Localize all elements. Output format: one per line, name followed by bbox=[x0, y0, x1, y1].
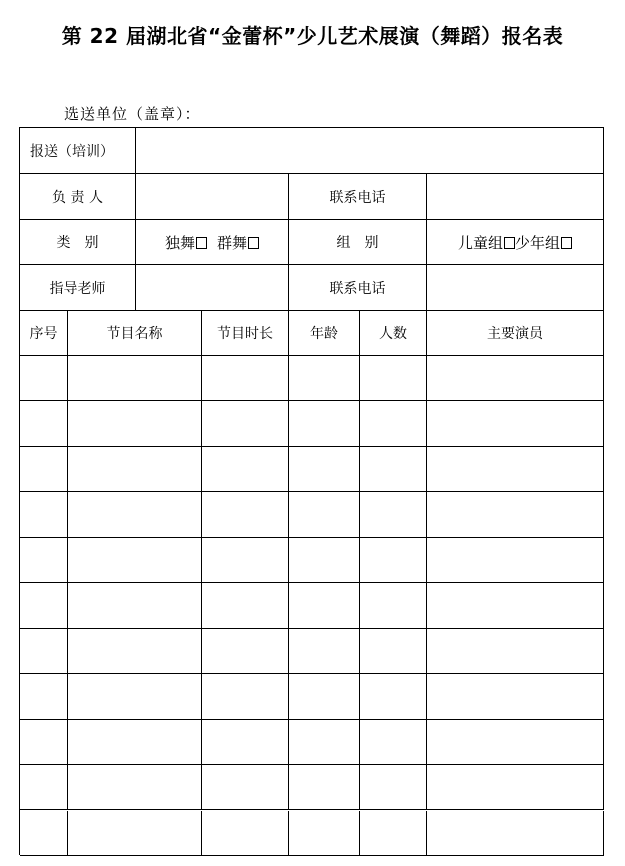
row-index-cell[interactable] bbox=[20, 401, 68, 446]
row-age-cell[interactable] bbox=[289, 811, 360, 856]
phone-label-2: 联系电话 bbox=[289, 265, 427, 311]
row-duration-cell[interactable] bbox=[202, 720, 289, 765]
row-index-cell[interactable] bbox=[20, 538, 68, 583]
row-duration-cell[interactable] bbox=[202, 447, 289, 492]
row-count-cell[interactable] bbox=[360, 629, 427, 674]
registration-form-table bbox=[19, 127, 604, 855]
row-program-name-cell[interactable] bbox=[68, 492, 202, 537]
leader-input[interactable] bbox=[136, 174, 289, 220]
row-index-cell[interactable] bbox=[20, 629, 68, 674]
row-program-name-cell[interactable] bbox=[68, 401, 202, 446]
children-group-label: 儿童组 bbox=[457, 233, 503, 252]
row-performers-cell[interactable] bbox=[427, 674, 604, 719]
category-options bbox=[136, 220, 289, 265]
header-index: 序号 bbox=[20, 311, 68, 356]
row-performers-cell[interactable] bbox=[427, 492, 604, 537]
teacher-label: 指导老师 bbox=[20, 265, 136, 311]
row-duration-cell[interactable] bbox=[202, 401, 289, 446]
row-duration-cell[interactable] bbox=[202, 583, 289, 628]
row-age-cell[interactable] bbox=[289, 720, 360, 765]
phone-label-1: 联系电话 bbox=[289, 174, 427, 220]
age-group-options bbox=[427, 220, 604, 265]
row-count-cell[interactable] bbox=[360, 356, 427, 401]
row-index-cell[interactable] bbox=[20, 356, 68, 401]
row-count-cell[interactable] bbox=[360, 765, 427, 810]
header-performers: 主要演员 bbox=[427, 311, 604, 356]
row-age-cell[interactable] bbox=[289, 629, 360, 674]
youth-group-option[interactable] bbox=[515, 232, 572, 253]
header-program-name: 节目名称 bbox=[68, 311, 202, 356]
row-count-cell[interactable] bbox=[360, 811, 427, 856]
row-count-cell[interactable] bbox=[360, 492, 427, 537]
row-performers-cell[interactable] bbox=[427, 538, 604, 583]
row-program-name-cell[interactable] bbox=[68, 583, 202, 628]
row-program-name-cell[interactable] bbox=[68, 629, 202, 674]
solo-checkbox[interactable] bbox=[196, 237, 207, 249]
row-performers-cell[interactable] bbox=[427, 356, 604, 401]
row-age-cell[interactable] bbox=[289, 538, 360, 583]
row-performers-cell[interactable] bbox=[427, 765, 604, 810]
row-performers-cell[interactable] bbox=[427, 811, 604, 856]
row-count-cell[interactable] bbox=[360, 674, 427, 719]
children-group-option[interactable] bbox=[458, 232, 515, 253]
row-performers-cell[interactable] bbox=[427, 629, 604, 674]
row-duration-cell[interactable] bbox=[202, 629, 289, 674]
group-label: 组 别 bbox=[289, 220, 427, 265]
row-index-cell[interactable] bbox=[20, 811, 68, 856]
leader-label: 负 责 人 bbox=[20, 174, 136, 220]
row-count-cell[interactable] bbox=[360, 720, 427, 765]
row-index-cell[interactable] bbox=[20, 765, 68, 810]
row-program-name-cell[interactable] bbox=[68, 765, 202, 810]
row-program-name-cell[interactable] bbox=[68, 674, 202, 719]
row-performers-cell[interactable] bbox=[427, 720, 604, 765]
row-age-cell[interactable] bbox=[289, 492, 360, 537]
group-dance-option[interactable] bbox=[217, 232, 259, 253]
youth-group-label: 少年组 bbox=[515, 233, 561, 252]
row-program-name-cell[interactable] bbox=[68, 538, 202, 583]
group-dance-checkbox[interactable] bbox=[248, 237, 259, 249]
row-count-cell[interactable] bbox=[360, 583, 427, 628]
children-group-checkbox[interactable] bbox=[504, 237, 515, 249]
row-duration-cell[interactable] bbox=[202, 492, 289, 537]
row-age-cell[interactable] bbox=[289, 401, 360, 446]
row-duration-cell[interactable] bbox=[202, 765, 289, 810]
row-count-cell[interactable] bbox=[360, 447, 427, 492]
teacher-input[interactable] bbox=[136, 265, 289, 311]
row-duration-cell[interactable] bbox=[202, 538, 289, 583]
row-performers-cell[interactable] bbox=[427, 447, 604, 492]
report-label: 报送（培训） bbox=[20, 128, 136, 174]
row-count-cell[interactable] bbox=[360, 401, 427, 446]
report-input[interactable] bbox=[136, 128, 604, 174]
header-duration: 节目时长 bbox=[202, 311, 289, 356]
row-program-name-cell[interactable] bbox=[68, 356, 202, 401]
sending-unit-label: 选送单位（盖章）： bbox=[64, 105, 201, 123]
phone-input-1[interactable] bbox=[427, 174, 604, 220]
phone-input-2[interactable] bbox=[427, 265, 604, 311]
row-duration-cell[interactable] bbox=[202, 811, 289, 856]
group-dance-label: 群舞 bbox=[217, 233, 248, 252]
row-index-cell[interactable] bbox=[20, 674, 68, 719]
row-index-cell[interactable] bbox=[20, 583, 68, 628]
form-title: 第 22 届湖北省“金蕾杯”少儿艺术展演（舞蹈）报名表 bbox=[61, 24, 564, 48]
solo-option[interactable] bbox=[165, 232, 207, 253]
row-performers-cell[interactable] bbox=[427, 401, 604, 446]
header-count: 人数 bbox=[360, 311, 427, 356]
solo-label: 独舞 bbox=[164, 233, 195, 252]
row-duration-cell[interactable] bbox=[202, 356, 289, 401]
youth-group-checkbox[interactable] bbox=[561, 237, 572, 249]
category-label: 类 别 bbox=[20, 220, 136, 265]
row-index-cell[interactable] bbox=[20, 720, 68, 765]
header-age: 年龄 bbox=[289, 311, 360, 356]
row-performers-cell[interactable] bbox=[427, 583, 604, 628]
row-age-cell[interactable] bbox=[289, 583, 360, 628]
row-index-cell[interactable] bbox=[20, 447, 68, 492]
row-age-cell[interactable] bbox=[289, 447, 360, 492]
row-program-name-cell[interactable] bbox=[68, 811, 202, 856]
row-index-cell[interactable] bbox=[20, 492, 68, 537]
row-duration-cell[interactable] bbox=[202, 674, 289, 719]
row-age-cell[interactable] bbox=[289, 674, 360, 719]
row-program-name-cell[interactable] bbox=[68, 447, 202, 492]
row-age-cell[interactable] bbox=[289, 765, 360, 810]
row-count-cell[interactable] bbox=[360, 538, 427, 583]
row-program-name-cell[interactable] bbox=[68, 720, 202, 765]
row-age-cell[interactable] bbox=[289, 356, 360, 401]
